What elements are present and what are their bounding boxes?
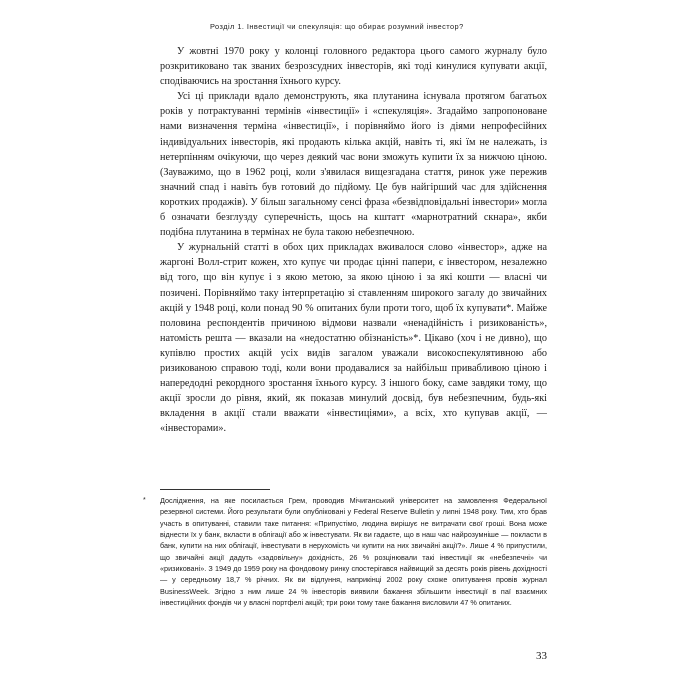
paragraph: У журнальній статті в обох цих прикладах вживалося слово «інвестор», адже на жаргоні Волл-стрит кожен, хто купує чи продає цінні папери, є інвестором, незалежно від того, що він купує і з якою метою, за якою ціною і за які кошти — власні чи позичені. Порівняймо таку інтерпретацію зі ставленням широкого загалу до звичайних акцій у 1948 році, коли понад 90 % опитаних були проти того, щоб їх купувати*. Майже половина респондентів причиною відмови назвали «ненадійність і ризикованість», натомість решта — вказали на «недостатню обізнаність»*. Цікаво (хоч і не дивно), що купівлю простих акцій усіх видів загалом уважали високоспекулятивною або ризикованою справою тоді, коли вони продавалися за найбільш привабливою ціною і напередодні рекордного зростання їхнього курсу. З іншого боку, саме завдяки тому, що акції зросли до рівня, який, як показав минулий досвід, був небезпечним, будь-які вкладення в акції стали вважати «інвестиціями», а всіх, хто купував акції, — «інвесторами».	[160, 242, 547, 435]
paragraph: У жовтні 1970 року у колонці головного редактора цього самого журналу було розкритиковано так званих безрозсудних інвесторів, які тоді кинулися купувати акції, сподіваючись на зростання їхнього курсу.	[160, 46, 547, 88]
footnote	[143, 495, 547, 608]
page-number: 33	[536, 650, 547, 662]
footnote-divider	[160, 489, 270, 490]
footnote-marker: *	[143, 497, 146, 504]
paragraph: Усі ці приклади вдало демонструють, яка плутанина існувала протягом багатьох років у потрактуванні термінів «інвестиції» і «спекуляція». Згадаймо запропоноване нами визначення терміна «інвестиції», і порівняймо його із діями непрофесійних індивідуальних інвесторів, які продають кілька акцій, навіть ті, які їм не належать, із нетерпінням очікуючи, що через деякий час вони зможуть купити їх за нижчою ціною. (Зауважимо, що в 1962 році, коли з'явилася вищезгадана стаття, ринок уже пережив значний спад і навіть був готовий до підйому. Це був найгірший час для здійснення коротких продажів). У більш загальному сенсі фраза «безвідповідальні інвестори» могла б означати безглузду суперечність, щось на кштатт «марнотратний скнара», якби подібна плутанина в термінах не була такою небезпечною.	[160, 91, 547, 239]
footnote-text: Дослідження, на яке посилається Грем, проводив Мічиганський університет на замовлення Федеральної резервної системи. Його результати були опубліковані у Federal Reserve Bulletin у липні 1948 року. Тим, хто брав участь в опитуванні, ставили таке питання: «Припустімо, людина вирішує не витрачати свої гроші. Вона може віднести їх у банк, вкласти в облігації або ж інвестувати. Як ви гадаєте, що в наш час найрозумніше — покласти в банк, купити на них облігації, інвестувати в нерухомість чи купити на них звичайні акції?». Лише 4 % припустили, що звичайні акції дадуть «задовільну» дохідність, 26 % розцінювали такі інвестиції як «небезпечні» чи «ризиковані». З 1949 до 1959 року на фондовому ринку спостерігався найвищий за десять років рівень дохідності — у середньому 18,7 % річних. Як ви відлуння, наприкінці 2002 року схоже опитування провів журнал BusinessWeek. Згідно з ним лише 24 % інвесторів виявили бажання збільшити інвестиції в паї взаємних інвестиційних фондів чи у власні портфелі акцій; три роки тому таке бажання висловили 47 % опитаних.	[160, 496, 547, 608]
running-head: Розділ 1. Інвестиції чи спекуляція: що обирає розумний інвестор?	[210, 22, 464, 31]
body-text	[160, 44, 547, 436]
